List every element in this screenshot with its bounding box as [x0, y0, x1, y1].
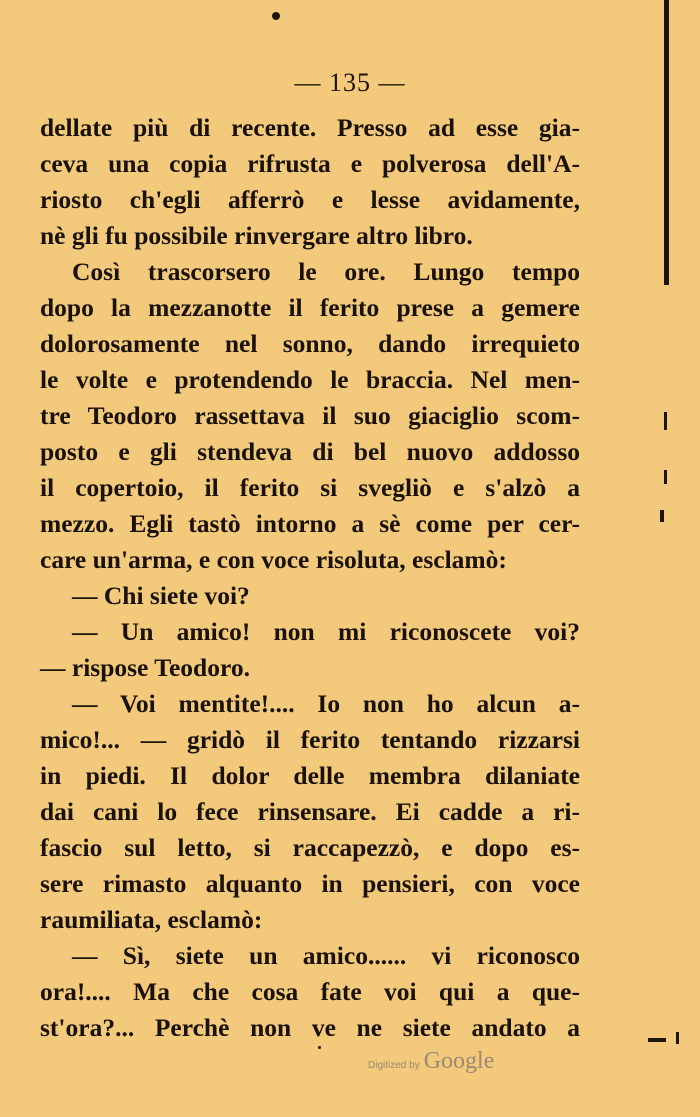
text-line: ceva una copia rifrusta e polverosa dell'A-	[40, 149, 580, 178]
text-line: dopo la mezzanotte il ferito prese a gemere	[40, 293, 580, 322]
text-line: — Voi mentite!.... Io non ho alcun a-	[72, 689, 580, 718]
text-line: in piedi. Il dolor delle membra dilaniate	[40, 761, 580, 790]
text-line: ora!.... Ma che cosa fate voi qui a que-	[40, 977, 580, 1006]
digitized-by-google-watermark	[368, 1048, 494, 1075]
edge-mark	[664, 470, 667, 484]
edge-mark	[664, 412, 667, 430]
text-line: — Chi siete voi?	[72, 581, 250, 610]
text-line: fascio sul letto, si raccapezzò, e dopo es-	[40, 833, 580, 862]
text-line: — Un amico! non mi riconoscete voi?	[72, 617, 580, 646]
page-edge-rule	[664, 0, 669, 285]
text-line: riosto ch'egli afferrò e lesse avidamente,	[40, 185, 580, 214]
ink-speck	[272, 12, 280, 20]
page-number: — 135 —	[294, 68, 406, 97]
body-text	[40, 110, 580, 1046]
edge-mark	[676, 1032, 679, 1044]
text-line: tre Teodoro rassettava il suo giaciglio scom-	[40, 401, 580, 430]
text-line: st'ora?... Perchè non ve ne siete andato a	[40, 1013, 580, 1042]
text-line: — rispose Teodoro.	[40, 653, 250, 682]
text-line: dolorosamente nel sonno, dando irrequieto	[40, 329, 580, 358]
text-line: dellate più di recente. Presso ad esse gia-	[40, 113, 580, 142]
text-line: sere rimasto alquanto in pensieri, con voce	[40, 869, 580, 898]
text-line: nè gli fu possibile rinvergare altro libro.	[40, 221, 473, 250]
text-line: Così trascorsero le ore. Lungo tempo	[72, 257, 580, 286]
text-line: mico!... — gridò il ferito tentando rizzarsi	[40, 725, 580, 754]
text-line: il copertoio, il ferito si svegliò e s'alzò a	[40, 473, 580, 502]
text-line: le volte e protendendo le braccia. Nel men-	[40, 365, 580, 394]
google-logo: Google	[423, 1048, 495, 1074]
text-line: dai cani lo fece rinsensare. Ei cadde a ri-	[40, 797, 580, 826]
watermark-prefix: Digitized by	[368, 1060, 420, 1071]
text-line: raumiliata, esclamò:	[40, 905, 263, 934]
edge-mark	[648, 1038, 666, 1042]
text-line: care un'arma, e con voce risoluta, esclamò:	[40, 545, 507, 574]
ink-speck	[318, 1046, 321, 1049]
text-line: mezzo. Egli tastò intorno a sè come per cer-	[40, 509, 580, 538]
text-line: — Sì, siete un amico...... vi riconosco	[72, 941, 580, 970]
edge-mark	[660, 510, 664, 522]
text-line: posto e gli stendeva di bel nuovo addosso	[40, 437, 580, 466]
